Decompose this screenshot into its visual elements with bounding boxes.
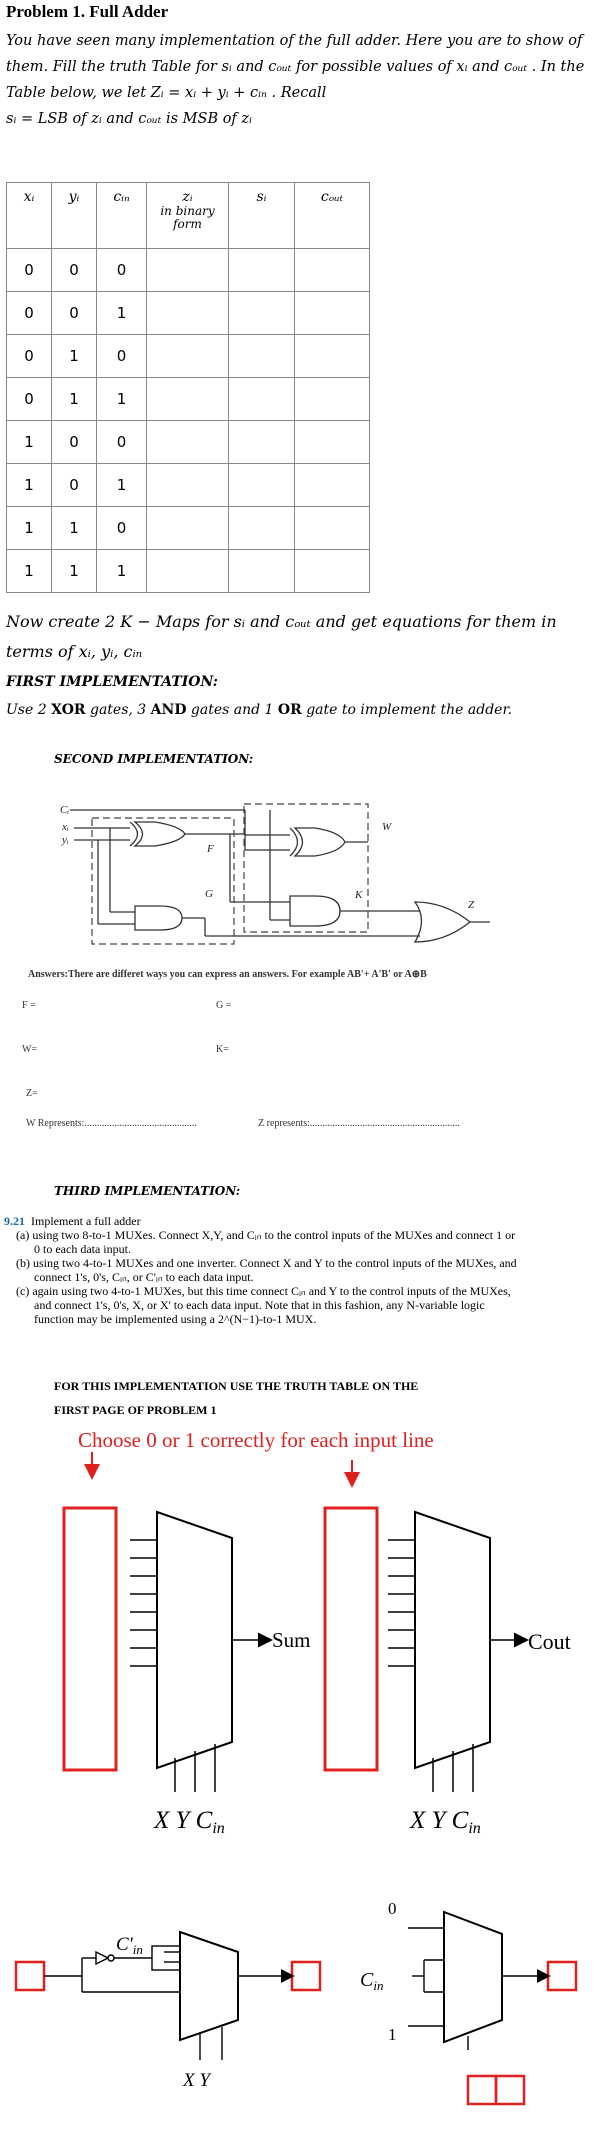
answer-cell[interactable]: [295, 507, 370, 550]
answer-k: K=: [216, 1044, 229, 1055]
answer-cell[interactable]: [147, 550, 229, 593]
label-w: W: [382, 821, 392, 833]
table-cell: 0: [97, 507, 147, 550]
table-row: [7, 378, 370, 421]
answer-cell[interactable]: [229, 378, 295, 421]
first-impl-heading: FIRST IMPLEMENTATION:: [6, 674, 218, 690]
problem-9-21: [4, 1214, 524, 1326]
table-row: [7, 464, 370, 507]
w-represents: W Represents:.............................................: [26, 1118, 197, 1129]
first-impl-text: [6, 702, 512, 718]
answer-cell[interactable]: [295, 464, 370, 507]
label-k: K: [355, 889, 363, 901]
mux-diagrams: [0, 1440, 600, 2140]
table-cell: 0: [7, 378, 52, 421]
mux-cout: [325, 1508, 571, 1837]
header-yi: yᵢ: [52, 183, 97, 249]
table-cell: 0: [7, 335, 52, 378]
first-pre: Use 2: [6, 702, 52, 718]
table-cell: 1: [97, 464, 147, 507]
cin-prime-label: $C'_{in}$: [116, 1934, 143, 1957]
table-cell: 0: [97, 249, 147, 292]
answer-cell[interactable]: [229, 292, 295, 335]
problem-statement: Implement a full adder: [31, 1214, 141, 1228]
mux1-controls: X Y $C_{in}$: [154, 1807, 225, 1837]
answer-cell[interactable]: [147, 421, 229, 464]
header-si: sᵢ: [229, 183, 295, 249]
label-g: G: [205, 888, 213, 900]
answer-cell[interactable]: [229, 464, 295, 507]
answer-f: F =: [22, 1000, 36, 1011]
choose-instruction: Choose 0 or 1 correctly for each input line: [78, 1428, 434, 1452]
second-impl-heading: SECOND IMPLEMENTATION:: [54, 752, 254, 766]
table-cell: 0: [52, 464, 97, 507]
table-cell: 0: [97, 421, 147, 464]
first-or: OR: [277, 702, 302, 718]
label-yi: yᵢ: [62, 834, 69, 846]
table-row: [7, 292, 370, 335]
answer-cell[interactable]: [295, 421, 370, 464]
xy-label: X Y: [183, 2070, 210, 2091]
table-cell: 1: [52, 507, 97, 550]
answer-g: G =: [216, 1000, 232, 1011]
third-impl-heading: THIRD IMPLEMENTATION:: [54, 1184, 241, 1198]
table-cell: 0: [52, 249, 97, 292]
cin-label: $C_{in}$: [360, 1969, 384, 1993]
table-cell: 0: [7, 292, 52, 335]
first-and: AND: [150, 702, 187, 718]
label-z: Z: [468, 899, 475, 911]
table-cell: 1: [97, 378, 147, 421]
answer-cell[interactable]: [295, 335, 370, 378]
z-represents: Z represents:............................................................: [258, 1118, 460, 1129]
answer-cell[interactable]: [295, 292, 370, 335]
mux-sum: [64, 1508, 311, 1837]
label-xi: xᵢ: [62, 821, 69, 833]
answer-cell[interactable]: [295, 378, 370, 421]
answer-cell[interactable]: [229, 507, 295, 550]
truth-table-note: [54, 1374, 418, 1422]
answer-cell[interactable]: [229, 249, 295, 292]
table-cell: 0: [52, 421, 97, 464]
second-impl-circuit: [0, 790, 600, 960]
table-cell: 0: [7, 249, 52, 292]
part-a: (a) using two 8-to-1 MUXes. Connect X,Y, and Cᵢₙ to the control inputs of the MUXes and connect 1 or 0 to each data input.: [16, 1228, 516, 1256]
recall-text: sᵢ = LSB of zᵢ and cₒᵤₜ is MSB of zᵢ: [6, 111, 252, 127]
table-cell: 1: [52, 378, 97, 421]
answer-cell[interactable]: [147, 335, 229, 378]
table-row: [7, 507, 370, 550]
answer-cell[interactable]: [295, 550, 370, 593]
answer-cell[interactable]: [147, 292, 229, 335]
answer-cell[interactable]: [295, 249, 370, 292]
header-zi-sub: in binary form: [160, 204, 215, 231]
label-f: F: [207, 843, 214, 855]
table-row: [7, 421, 370, 464]
note-line-1: FOR THIS IMPLEMENTATION USE THE TRUTH TABLE ON THE: [54, 1379, 419, 1393]
problem-title: Problem 1. Full Adder: [6, 2, 169, 21]
problem-intro: [6, 28, 591, 132]
mux-inverter: [16, 1932, 320, 2091]
table-cell: 1: [7, 421, 52, 464]
one-label: 1: [388, 2025, 397, 2044]
header-zi: [147, 183, 229, 249]
truth-table: [6, 182, 370, 593]
intro-text: You have seen many implementation of the full adder. Here you are to show of them. Fill the truth Table for sᵢ and cₒᵤₜ for possible values of xᵢ and cₒᵤₜ . In the Table below, we let Zᵢ = xᵢ + yᵢ + cᵢₙ . Recall: [6, 33, 585, 101]
first-post: gate to implement the adder.: [301, 702, 513, 718]
answer-w: W=: [22, 1044, 38, 1055]
answers-note: Answers:There are differet ways you can express an answers. For example AB'+ A'B' or A⊕B: [28, 969, 427, 980]
label-ci: Cᵢ: [60, 804, 70, 816]
part-c: (c) again using two 4-to-1 MUXes, but this time connect Cᵢₙ and Y to the control inputs of the MUXes, and connect 1's, 0's, X, or X' to each data input. Note that in this fashion, any N-variable logic function may be implemented using a 2^(N−1)-to-1 MUX.: [16, 1284, 511, 1326]
answer-cell[interactable]: [229, 421, 295, 464]
table-row: [7, 249, 370, 292]
table-row: [7, 335, 370, 378]
table-cell: 1: [97, 292, 147, 335]
header-cin: cᵢₙ: [97, 183, 147, 249]
table-cell: 1: [7, 507, 52, 550]
answer-cell[interactable]: [147, 378, 229, 421]
table-cell: 0: [97, 335, 147, 378]
table-cell: 1: [97, 550, 147, 593]
answer-cell[interactable]: [147, 249, 229, 292]
header-zi-label: zᵢ: [182, 189, 193, 205]
kmap-instructions: Now create 2 K − Maps for sᵢ and cₒᵤₜ and get equations for them in terms of xᵢ, yᵢ, cᵢₙ: [6, 612, 557, 661]
first-mid: gates, 3: [85, 702, 151, 718]
header-cout: cₒᵤₜ: [295, 183, 370, 249]
problem-intro-line: [4, 1214, 524, 1228]
part-b: (b) using two 4-to-1 MUXes and one inverter. Connect X and Y to the control inputs of the MUXes, and connect 1's, 0's, Cᵢₙ, or C'ᵢₙ to each data input.: [16, 1256, 517, 1284]
cout-label: Cout: [528, 1629, 571, 1654]
table-cell: 0: [52, 292, 97, 335]
answer-z: Z=: [26, 1088, 38, 1099]
mux2-controls: X Y $C_{in}$: [410, 1807, 481, 1837]
first-mid2: gates and 1: [186, 702, 278, 718]
mux-cin: [360, 1899, 576, 2104]
sum-label: Sum: [272, 1628, 311, 1652]
first-xor: XOR: [51, 702, 86, 718]
header-xi: xᵢ: [7, 183, 52, 249]
table-row: [7, 550, 370, 593]
table-cell: 1: [52, 335, 97, 378]
note-line-2: FIRST PAGE OF PROBLEM 1: [54, 1403, 217, 1417]
answer-cell[interactable]: [147, 507, 229, 550]
table-cell: 1: [52, 550, 97, 593]
truth-table-header: [7, 183, 370, 249]
answer-cell[interactable]: [147, 464, 229, 507]
problem-number: 9.21: [4, 1214, 25, 1228]
answer-cell[interactable]: [229, 335, 295, 378]
table-cell: 1: [7, 550, 52, 593]
table-cell: 1: [7, 464, 52, 507]
zero-label: 0: [388, 1899, 397, 1918]
answer-cell[interactable]: [229, 550, 295, 593]
